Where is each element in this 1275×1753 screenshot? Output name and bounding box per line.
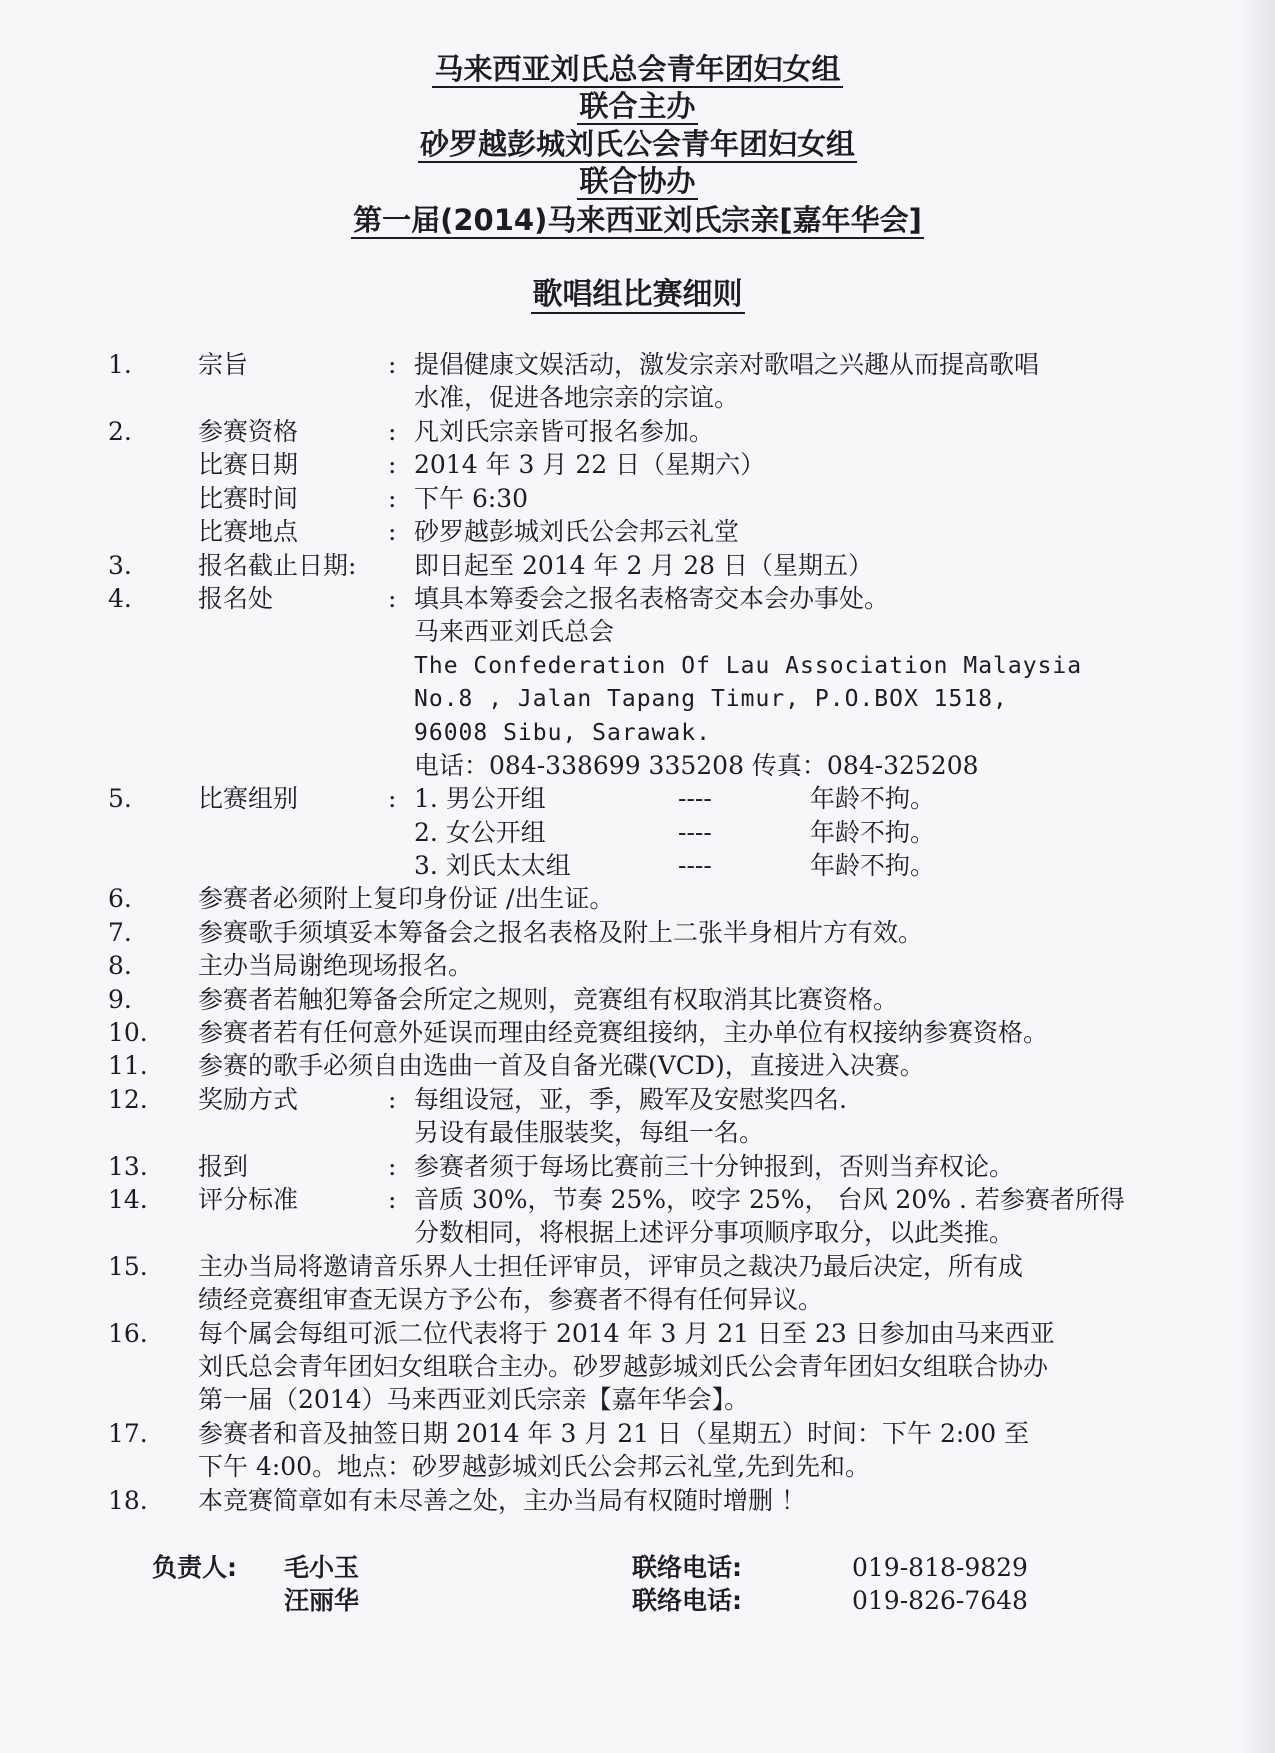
item-3-label: 报名截止日期: xyxy=(198,551,357,580)
item-1-colon: : xyxy=(388,350,397,379)
item-2-time-label: 比赛时间 xyxy=(198,484,299,513)
item-7-text: 参赛歌手须填妥本筹备会之报名表格及附上二张半身相片方有效。 xyxy=(198,918,924,947)
item-16-number: 16. xyxy=(108,1319,148,1348)
item-12-label: 奖励方式 xyxy=(198,1085,299,1114)
item-4-org-name-en: The Confederation Of Lau Association Malaysia xyxy=(414,653,1083,679)
co-organizer-role: 联合协办 xyxy=(579,164,696,198)
item-4-address-line1: No.8 , Jalan Tapang Timur, P.O.BOX 1518, xyxy=(414,686,1008,712)
item-8-number: 8. xyxy=(108,951,132,980)
category-3-name: 3. 刘氏太太组 xyxy=(414,851,571,880)
item-2-venue-colon: : xyxy=(388,517,397,546)
item-2-date-value: 2014 年 3 月 22 日（星期六） xyxy=(414,450,766,479)
item-18-text: 本竞赛简章如有未尽善之处，主办当局有权随时增删 ！ xyxy=(198,1486,806,1515)
item-12-line2: 另设有最佳服装奖，每组一名。 xyxy=(414,1118,765,1147)
item-9-number: 9. xyxy=(108,985,132,1014)
category-1-age: 年龄不拘。 xyxy=(810,784,936,813)
item-2-number: 2. xyxy=(108,417,132,446)
item-15-number: 15. xyxy=(108,1252,148,1281)
category-2-age: 年龄不拘。 xyxy=(810,818,936,847)
item-1-text-line1: 提倡健康文娱活动，激发宗亲对歌唱之兴趣从而提高歌唱 xyxy=(414,350,1040,379)
item-15-line1: 主办当局将邀请音乐界人士担任评审员，评审员之裁决乃最后决定，所有成 xyxy=(198,1252,1024,1281)
contact-person-label: 负责人: xyxy=(152,1553,237,1582)
item-14-line1: 音质 30%，节奏 25%，咬字 25%， 台风 20% . 若参赛者所得 xyxy=(414,1185,1125,1214)
item-14-number: 14. xyxy=(108,1185,148,1214)
category-1-name: 1. 男公开组 xyxy=(414,784,546,813)
item-2-time-colon: : xyxy=(388,484,397,513)
item-18-number: 18. xyxy=(108,1486,148,1515)
contact-1-phone: 019-818-9829 xyxy=(852,1553,1028,1582)
item-16-line1: 每个属会每组可派二位代表将于 2014 年 3 月 21 日至 23 日参加由马来西亚 xyxy=(198,1319,1055,1348)
item-11-text: 参赛的歌手必须自由选曲一首及自备光碟(VCD)，直接进入决赛。 xyxy=(198,1051,925,1080)
item-2-time-value: 下午 6:30 xyxy=(414,484,529,513)
item-3-number: 3. xyxy=(108,551,132,580)
item-13-text: 参赛者须于每场比赛前三十分钟报到，否则当弃权论。 xyxy=(414,1152,1015,1181)
item-5-colon: : xyxy=(388,784,397,813)
item-4-org-name: 马来西亚刘氏总会 xyxy=(414,617,615,646)
item-10-text: 参赛者若有任何意外延误而理由经竞赛组接纳，主办单位有权接纳参赛资格。 xyxy=(198,1018,1049,1047)
contact-2-phone-label: 联络电话: xyxy=(632,1586,742,1615)
item-2-venue-value: 砂罗越彭城刘氏公会邦云礼堂 xyxy=(414,517,740,546)
contact-1-name: 毛小玉 xyxy=(284,1553,360,1582)
item-12-colon: : xyxy=(388,1085,397,1114)
item-13-number: 13. xyxy=(108,1152,148,1181)
item-12-number: 12. xyxy=(108,1085,148,1114)
organizer-role: 联合主办 xyxy=(579,89,696,123)
item-5-label: 比赛组别 xyxy=(198,784,299,813)
item-17-number: 17. xyxy=(108,1419,148,1448)
item-10-number: 10. xyxy=(108,1018,148,1047)
co-organizer-title: 砂罗越彭城刘氏公会青年团妇女组 xyxy=(419,127,855,161)
scan-edge-shadow xyxy=(1241,0,1275,1753)
item-2-date-label: 比赛日期 xyxy=(198,450,299,479)
item-17-line2: 下午 4:00。地点：砂罗越彭城刘氏公会邦云礼堂,先到先和。 xyxy=(198,1452,871,1481)
item-4-label: 报名处 xyxy=(198,584,274,613)
item-4-colon: : xyxy=(388,584,397,613)
item-1-label: 宗旨 xyxy=(198,350,249,379)
item-7-number: 7. xyxy=(108,918,132,947)
item-14-line2: 分数相同，将根据上述评分事项顺序取分，以此类推。 xyxy=(414,1218,1015,1247)
contact-1-phone-label: 联络电话: xyxy=(632,1553,742,1582)
item-17-line1: 参赛者和音及抽签日期 2014 年 3 月 21 日（星期五）时间：下午 2:00 至 xyxy=(198,1419,1030,1448)
contact-2-name: 汪丽华 xyxy=(284,1586,360,1615)
item-4-phone-fax: 电话：084-338699 335208 传真：084-325208 xyxy=(414,751,979,780)
item-15-line2: 绩经竞赛组审查无误方予公布，参赛者不得有任何异议。 xyxy=(198,1285,824,1314)
item-4-number: 4. xyxy=(108,584,132,613)
organizer-title: 马来西亚刘氏总会青年团妇女组 xyxy=(434,52,841,86)
item-6-text: 参赛者必须附上复印身份证 /出生证。 xyxy=(198,884,615,913)
item-3-value: 即日起至 2014 年 2 月 28 日（星期五） xyxy=(414,551,874,580)
item-16-line3: 第一届（2014）马来西亚刘氏宗亲【嘉年华会】。 xyxy=(198,1385,750,1414)
item-9-text: 参赛者若触犯筹备会所定之规则，竞赛组有权取消其比赛资格。 xyxy=(198,985,899,1014)
category-3-age: 年龄不拘。 xyxy=(810,851,936,880)
contact-2-phone: 019-826-7648 xyxy=(852,1586,1028,1615)
item-4-address-line2: 96008 Sibu, Sarawak. xyxy=(414,720,711,746)
item-16-line2: 刘氏总会青年团妇女组联合主办。砂罗越彭城刘氏公会青年团妇女组联合协办 xyxy=(198,1352,1049,1381)
item-2-eligibility-colon: : xyxy=(388,417,397,446)
category-1-dash: ---- xyxy=(678,784,712,813)
item-5-number: 5. xyxy=(108,784,132,813)
category-3-dash: ---- xyxy=(678,851,712,880)
item-13-label: 报到 xyxy=(198,1152,249,1181)
item-2-eligibility-label: 参赛资格 xyxy=(198,417,299,446)
item-1-number: 1. xyxy=(108,350,132,379)
item-13-colon: : xyxy=(388,1152,397,1181)
category-2-name: 2. 女公开组 xyxy=(414,818,546,847)
item-2-date-colon: : xyxy=(388,450,397,479)
item-2-venue-label: 比赛地点 xyxy=(198,517,299,546)
category-2-dash: ---- xyxy=(678,818,712,847)
item-4-line1: 填具本筹委会之报名表格寄交本会办事处。 xyxy=(414,584,890,613)
item-12-line1: 每组设冠，亚，季，殿军及安慰奖四名. xyxy=(414,1085,847,1114)
item-8-text: 主办当局谢绝现场报名。 xyxy=(198,951,474,980)
item-1-text-line2: 水准，促进各地宗亲的宗谊。 xyxy=(414,383,740,412)
item-6-number: 6. xyxy=(108,884,132,913)
item-14-colon: : xyxy=(388,1185,397,1214)
item-2-eligibility-value: 凡刘氏宗亲皆可报名参加。 xyxy=(414,417,715,446)
rules-subtitle: 歌唱组比赛细则 xyxy=(532,277,743,312)
event-title: 第一届(2014)马来西亚刘氏宗亲[嘉年华会] xyxy=(353,203,922,237)
item-11-number: 11. xyxy=(108,1051,148,1080)
item-14-label: 评分标准 xyxy=(198,1185,299,1214)
